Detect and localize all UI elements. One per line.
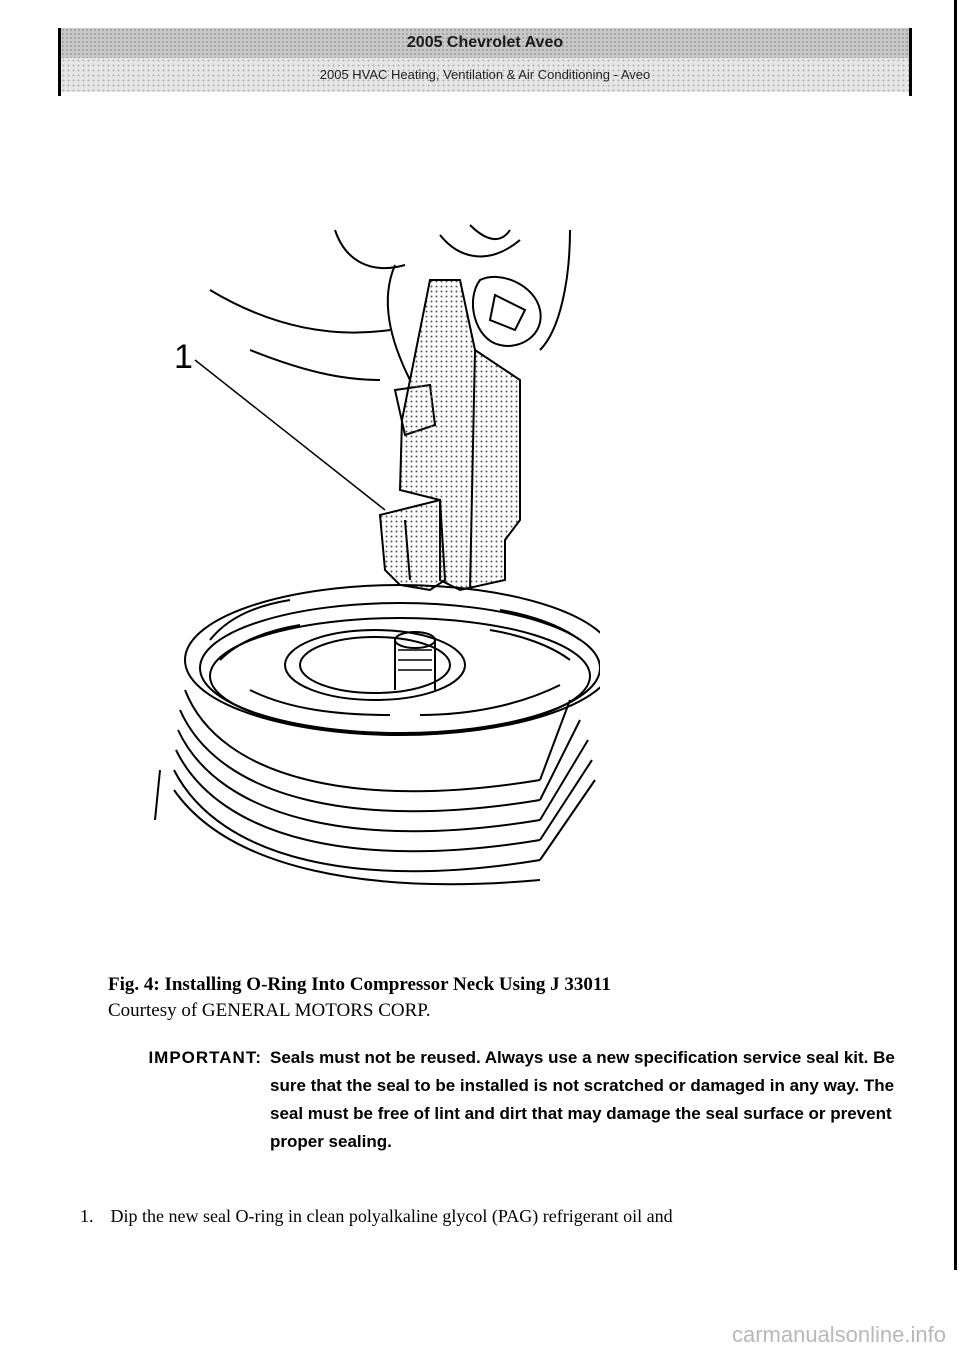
important-note <box>112 1044 912 1156</box>
callout-label: 1 <box>174 338 193 376</box>
important-text: Seals must not be reused. Always use a new specification service seal kit. Be sure that the seal to be installed is not scratched or damaged in any way. The seal must be free of lint and dirt that may damage the seal surface or prevent proper sealing. <box>270 1048 895 1151</box>
compressor-oring-illustration <box>140 220 600 910</box>
important-label: IMPORTANT: <box>148 1048 262 1067</box>
figure-courtesy: Courtesy of GENERAL MOTORS CORP. <box>108 1000 431 1021</box>
header-subtitle: 2005 HVAC Heating, Ventilation & Air Conditioning - Aveo <box>61 58 909 92</box>
step-text: Dip the new seal O-ring in clean polyalkaline glycol (PAG) refrigerant oil and <box>110 1206 673 1226</box>
site-watermark: carmanualsonline.info <box>731 1322 946 1347</box>
page-edge-rule <box>954 0 957 1270</box>
header-title: 2005 Chevrolet Aveo <box>61 28 909 58</box>
figure-title: Fig. 4: Installing O-Ring Into Compressor Neck Using J 33011 <box>108 974 611 995</box>
procedure-step <box>80 1206 880 1227</box>
step-number: 1. <box>80 1206 94 1226</box>
figure-caption <box>108 972 888 1024</box>
page-header <box>58 28 912 96</box>
